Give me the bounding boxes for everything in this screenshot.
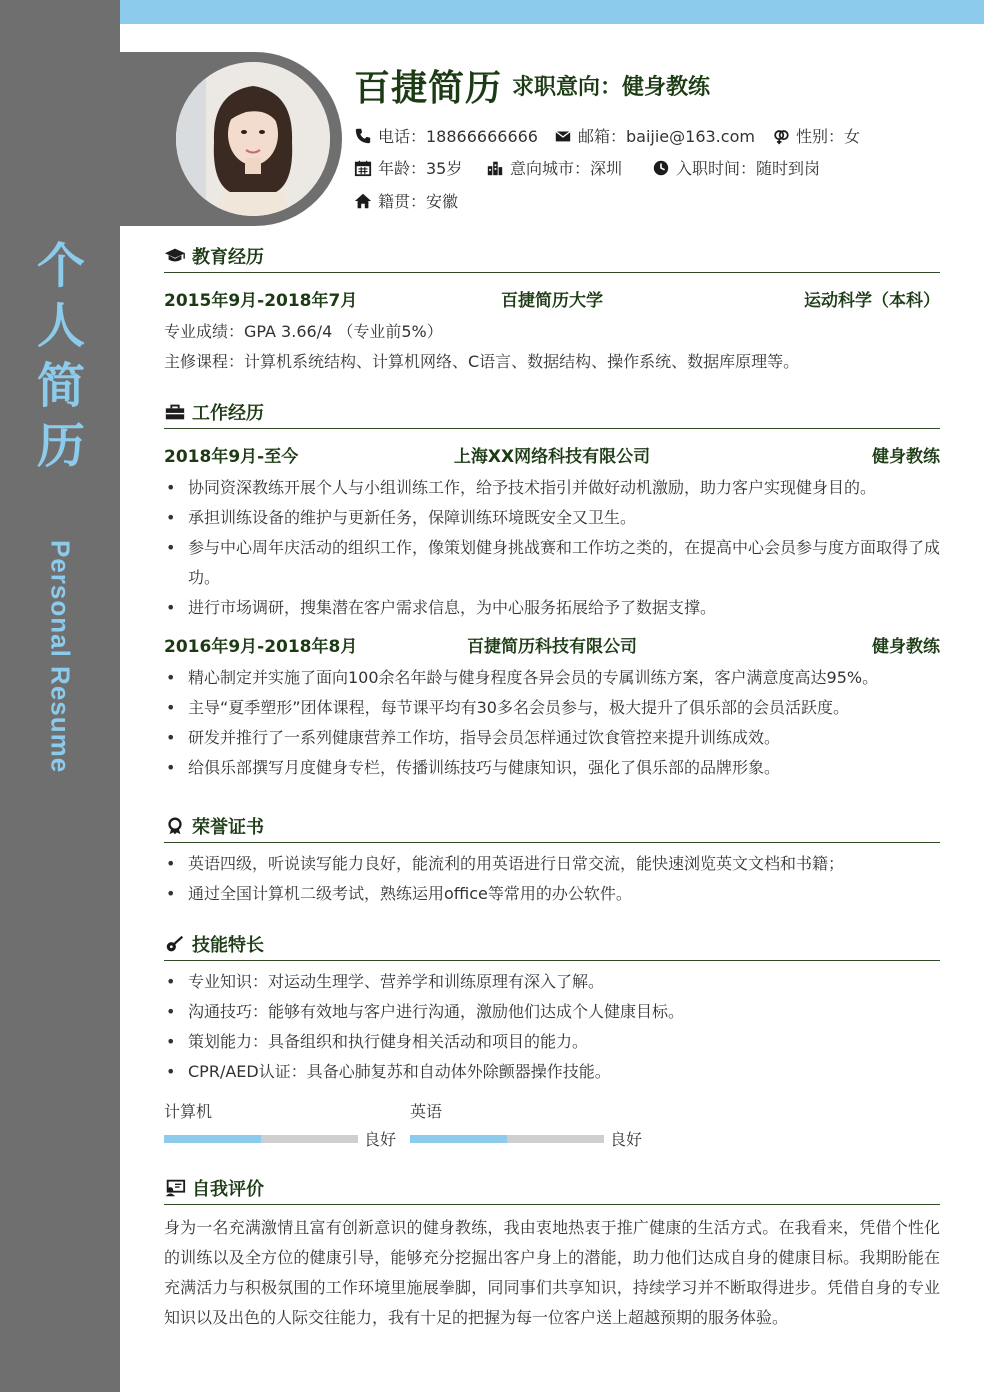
sidebar-title [36,236,86,476]
phone-icon [354,127,372,145]
list-item: • 承担训练设备的维护与更新任务，保障训练环境既安全又卫生。 [164,503,940,533]
list-item: • 通过全国计算机二级考试，熟练运用office等常用的办公软件。 [164,879,940,909]
honors-heading [164,810,940,843]
skill-bar-item [164,1097,398,1150]
list-item: • 专业知识：对运动生理学、营养学和训练原理有深入了解。 [164,967,940,997]
info-phone [354,124,538,147]
job-duties [164,663,940,783]
job-row [164,439,940,469]
skills-heading [164,928,940,961]
chat-user-icon [164,1178,186,1198]
gender-icon [772,127,790,145]
info-origin [354,189,458,212]
education-major: 运动科学（本科） [804,290,941,311]
info-city [486,156,622,179]
list-item: • 进行市场调研，搜集潜在客户需求信息，为中心服务拓展给予了数据支撑。 [164,593,940,623]
origin-text: 籍贯：安徽 [378,192,459,211]
education-row [164,283,940,313]
skill-bar-label: 英语 [410,1102,443,1121]
education-school: 百捷简历大学 [501,290,603,311]
skills-section [164,928,940,1150]
job-row [164,629,940,659]
list-item: • 英语四级，听说读写能力良好，能流利的用英语进行日常交流，能快速浏览英文文档和书籍； [164,849,940,879]
skill-bar-fill [164,1135,261,1143]
top-accent-bar [120,0,984,24]
skill-level: 良好 [364,1130,397,1149]
start-text: 入职时间：随时到岗 [676,159,821,178]
home-icon [354,192,372,210]
calendar-icon [354,159,372,177]
skills-list [164,967,940,1087]
honors-section [164,810,940,909]
list-item: • 沟通技巧：能够有效地与客户进行沟通，激励他们达成个人健康目标。 [164,997,940,1027]
self-eval-text: 身为一名充满激情且富有创新意识的健身教练，我由衷地热衷于推广健康的生活方式。在我看来，凭借个性化的训练以及全方位的健康引导，能够充分挖掘出客户身上的潜能，助力他们达成自身的健康目标。我期盼能在充满活力与积极氛围的工作环境里施展拳脚，同同事们共享知识，持续学习并不断取得进步。凭借自身的专业知识以及出色的人际交往能力，我有十足的把握为每一位客户送上超越预期的服务体验。 [164,1218,940,1327]
job-intent: 求职意向：健身教练 [512,75,711,100]
guitar-icon [164,934,186,954]
age-text: 年龄：35岁 [378,159,463,178]
sidebar-title-char: 个 [36,238,85,294]
email-text: 邮箱：baijie@163.com [578,127,755,146]
education-courses: 主修课程：计算机系统结构、计算机网络、C语言、数据结构、操作系统、数据库原理等。 [164,352,800,371]
sidebar-title-char: 简 [36,358,85,414]
skill-bars [164,1097,940,1150]
profile-photo [176,62,330,216]
sidebar-title-char: 人 [36,298,85,354]
honors-list [164,849,940,909]
job-company: 上海XX网络科技有限公司 [453,446,651,467]
info-gender [772,124,860,147]
skill-bar-track [410,1135,604,1143]
gender-text: 性别：女 [796,127,861,146]
education-gpa: 专业成绩：GPA 3.66/4 （专业前5%） [164,322,443,341]
award-icon [164,816,186,836]
info-email [554,124,755,147]
self-eval-section [164,1172,940,1333]
skill-bar-fill [410,1135,507,1143]
mail-icon [554,127,572,145]
job-company: 百捷简历科技有限公司 [467,636,637,657]
briefcase-icon [164,402,186,422]
city-icon [486,159,504,177]
job-duties [164,473,940,623]
graduation-cap-icon [164,246,186,266]
list-item: • 精心制定并实施了面向100余名年龄与健身程度各异会员的专属训练方案，客户满意度高达95%。 [164,663,940,693]
self-eval-heading [164,1172,940,1205]
honors-title: 荣誉证书 [192,817,264,838]
phone-text: 电话：18866666666 [378,127,538,146]
skill-level: 良好 [610,1130,643,1149]
work-heading [164,396,940,429]
skill-bar-item [410,1097,644,1150]
skill-bar-label: 计算机 [164,1102,213,1121]
job-role: 健身教练 [872,446,941,467]
education-period: 2015年9月-2018年7月 [164,290,358,311]
education-section [164,240,940,377]
job-period: 2016年9月-2018年8月 [164,636,358,657]
self-eval-title: 自我评价 [192,1179,264,1200]
education-title: 教育经历 [192,247,264,268]
skills-title: 技能特长 [192,935,264,956]
list-item: • 策划能力：具备组织和执行健身相关活动和项目的能力。 [164,1027,940,1057]
list-item: • 协同资深教练开展个人与小组训练工作，给予技术指引并做好动机激励，助力客户实现健身目的。 [164,473,940,503]
list-item: • 给俱乐部撰写月度健身专栏，传播训练技巧与健康知识，强化了俱乐部的品牌形象。 [164,753,940,783]
list-item: • 主导“夏季塑形”团体课程，每节课平均有30多名会员参与，极大提升了俱乐部的会员活跃度。 [164,693,940,723]
work-title: 工作经历 [192,403,264,424]
sidebar-subtitle: Personal Resume [45,540,76,774]
sidebar-title-char: 历 [36,418,85,474]
info-age [354,156,462,179]
resume-name: 百捷简历 [354,68,503,109]
education-heading [164,240,940,273]
info-start [652,156,820,179]
list-item: • 研发并推行了一系列健康营养工作坊，指导会员怎样通过饮食管控来提升训练成效。 [164,723,940,753]
city-text: 意向城市：深圳 [510,159,623,178]
skill-bar-track [164,1135,358,1143]
list-item: • 参与中心周年庆活动的组织工作，像策划健身挑战赛和工作坊之类的，在提高中心会员参与度方面取得了成功。 [164,533,940,593]
list-item: • CPR/AED认证：具备心肺复苏和自动体外除颤器操作技能。 [164,1057,940,1087]
work-section [164,396,940,783]
job-role: 健身教练 [872,636,941,657]
clock-icon [652,159,670,177]
job-period: 2018年9月-至今 [164,446,299,467]
